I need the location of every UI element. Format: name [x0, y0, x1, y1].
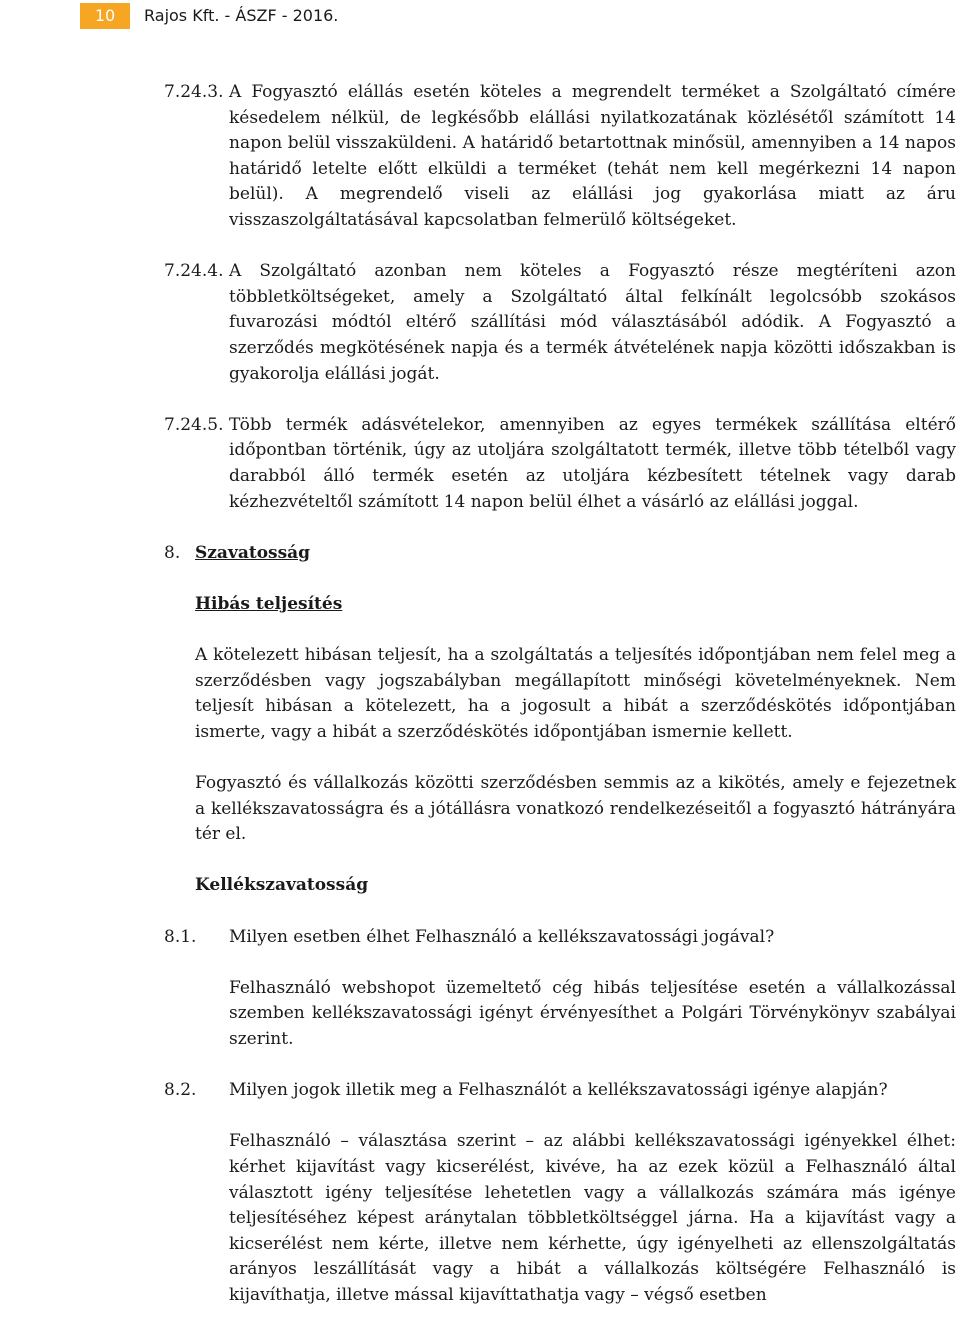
page-number: 10	[80, 3, 130, 29]
clause-7-24-5	[164, 413, 956, 515]
clause-text: A Fogyasztó elállás esetén köteles a megrendelt terméket a Szolgáltató címére késedelem nélkül, de legkésőbb elállási nyilatkozatának közlésétől számított 14 napon belül visszaküldeni. A határidő betartottnak minősül, amennyiben a 14 napos határidő letelte előtt elküldi a terméket (tehát nem kell megérkezni 14 napon belül). A megrendelő viseli az elállási jog gyakorlása miatt az áru visszaszolgáltatásával kapcsolatban felmerülő költségeket.	[229, 82, 956, 230]
section-title: Szavatosság	[195, 542, 311, 563]
clause-7-24-3	[164, 80, 956, 234]
section-number: 8.	[164, 542, 181, 563]
question-8-1	[164, 925, 956, 951]
clause-number: 7.24.5.	[164, 414, 224, 435]
clause-text: Több termék adásvételekor, amennyiben az egyes termékek szállítása eltérő időpontban történik, úgy az utoljára szolgáltatott termék, illetve több tételből vagy darabból álló termék esetén az utoljára kézbesített tételnek vagy darab kézhezvételtől számított 14 napon belül élhet a vásárló az elállási joggal.	[229, 414, 956, 512]
clause-number: 7.24.4.	[164, 261, 224, 282]
clause-number: 7.24.3.	[164, 82, 224, 102]
subheading-kellekszavatossag: Kellékszavatosság	[195, 875, 369, 896]
subheading-hibas-teljesites: Hibás teljesítés	[195, 593, 343, 614]
question-text: Milyen jogok illetik meg a Felhasználót a kellékszavatossági igénye alapján?	[229, 1080, 888, 1101]
section-heading-8	[164, 541, 956, 567]
document-body	[164, 80, 956, 1334]
question-number: 8.1.	[164, 926, 197, 947]
answer-8-2: Felhasználó – választása szerint – az alábbi kellékszavatossági igényekkel élhet: kérhet kijavítást vagy kicserélést, kivéve, ha az ezek közül a Felhasználó által választott igény teljesítése lehetetlen vagy a vállalkozás számára más igénye teljesítéséhez képest aránytalan többletköltséggel járna. Ha a kijavítást vagy a kicserélést nem kérte, illetve nem kérhette, úgy igényelheti az ellenszolgáltatás arányos leszállítását vagy a hibát a vállalkozás költségére Felhasználó is kijavíthatja, illetve mással kijavíttathatja vagy – végső esetben	[229, 1131, 956, 1305]
clause-text: A Szolgáltató azonban nem köteles a Fogyasztó része megtéríteni azon többletköltségeket, amely a Szolgáltató által felkínált legolcsóbb szokásos fuvarozási módtól eltérő szállítási mód választásából adódik. A Fogyasztó a szerződés megkötésének napja és a termék átvételének napja közötti időszakban is gyakorolja elállási jogát.	[229, 261, 956, 384]
question-text: Milyen esetben élhet Felhasználó a kellékszavatossági jogával?	[229, 926, 775, 947]
paragraph-hibas-teljesites: A kötelezett hibásan teljesít, ha a szolgáltatás a teljesítés időpontjában nem felel meg a szerződésben vagy jogszabályban megállapított minőségi követelményeknek. Nem teljesít hibásan a kötelezett, ha a jogosult a hibát a szerződéskötés időpontjában ismerte, vagy a hibát a szerződéskötés időpontjában ismernie kellett.	[195, 645, 956, 742]
header-title: Rajos Kft. - ÁSZF - 2016.	[144, 6, 339, 26]
question-8-2	[164, 1078, 956, 1104]
question-number: 8.2.	[164, 1080, 197, 1101]
paragraph-semmis-kikotes: Fogyasztó és vállalkozás közötti szerződésben semmis az a kikötés, amely e fejezetnek a kellékszavatosságra és a jótállásra vonatkozó rendelkezéseitől a fogyasztó hátrányára tér el.	[195, 773, 956, 845]
page-header	[80, 3, 338, 29]
answer-8-1: Felhasználó webshopot üzemeltető cég hibás teljesítése esetén a vállalkozással szemben kellékszavatossági igényt érvényesíthet a Polgári Törvénykönyv szabályai szerint.	[229, 977, 956, 1049]
clause-7-24-4	[164, 259, 956, 387]
